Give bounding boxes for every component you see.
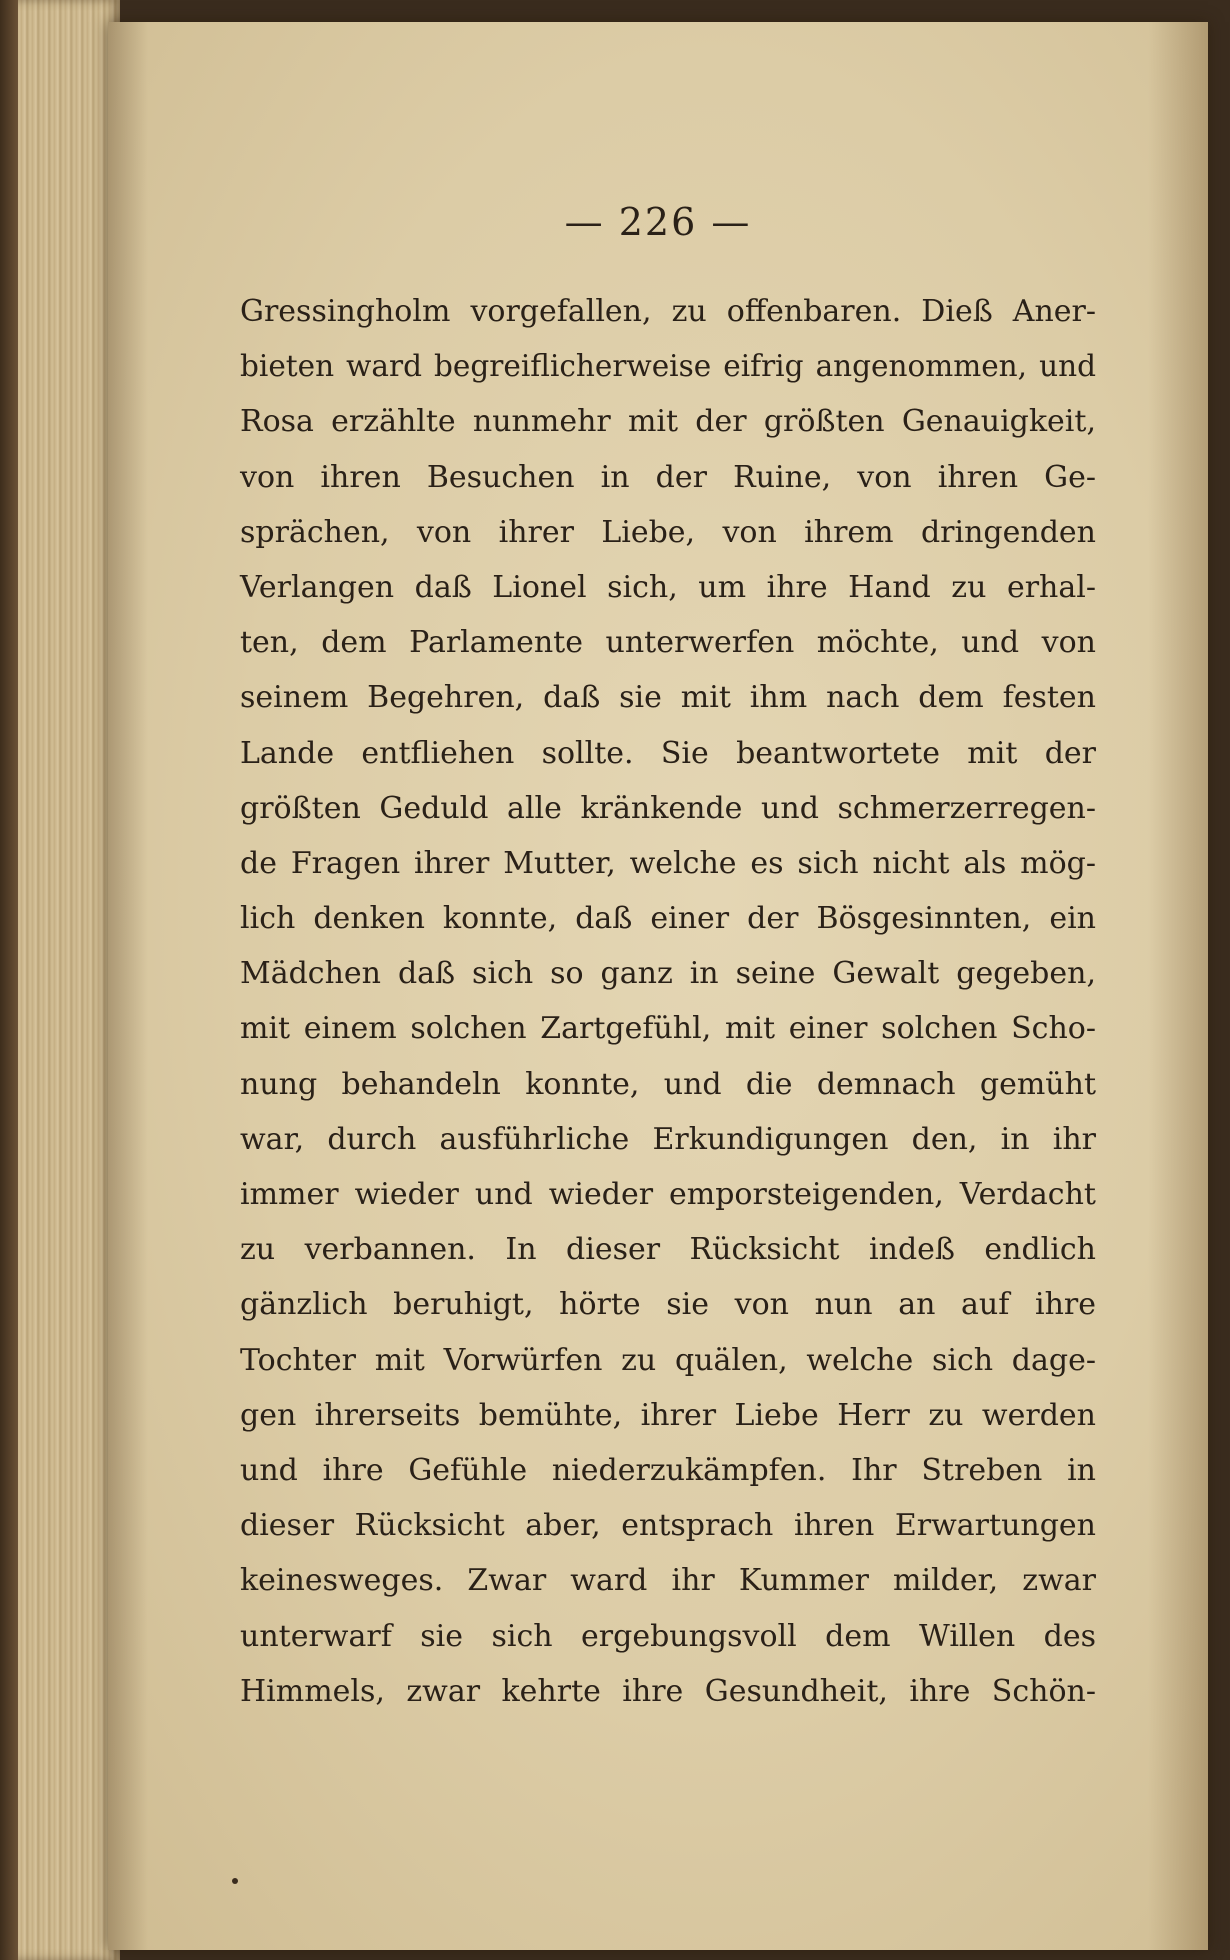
text-line: von ihren Besuchen in der Ruine, von ihren Ge- bbox=[240, 459, 1096, 495]
text-line: keinesweges. Zwar ward ihr Kummer milder, zwar bbox=[240, 1563, 1096, 1599]
text-line: immer wieder und wieder emporsteigenden, Verdacht bbox=[240, 1177, 1096, 1212]
text-line: unterwarf sie sich ergebungsvoll dem Willen des bbox=[240, 1618, 1096, 1654]
text-line: de Fragen ihrer Mutter, welche es sich nicht als mög- bbox=[240, 845, 1096, 881]
text-line: dieser Rücksicht aber, entsprach ihren Erwartungen bbox=[240, 1508, 1096, 1544]
page-sheet bbox=[108, 22, 1208, 1950]
text-line: Verlangen daß Lionel sich, um ihre Hand zu erhal- bbox=[240, 569, 1096, 605]
text-line: nung behandeln konnte, und die demnach gemüht bbox=[240, 1066, 1096, 1102]
text-line: Himmels, zwar kehrte ihre Gesundheit, ihre Schön- bbox=[240, 1673, 1096, 1709]
text-line: Lande entfliehen sollte. Sie beantwortete mit der bbox=[240, 735, 1096, 771]
body-text bbox=[240, 284, 1096, 1719]
text-line: und ihre Gefühle niederzukämpfen. Ihr Streben in bbox=[240, 1452, 1096, 1488]
text-line: gen ihrerseits bemühte, ihrer Liebe Herr zu werden bbox=[240, 1397, 1096, 1433]
text-line: gänzlich beruhigt, hörte sie von nun an auf ihre bbox=[240, 1287, 1096, 1323]
ink-dot-mark bbox=[232, 1878, 238, 1884]
text-line: sprächen, von ihrer Liebe, von ihrem dringenden bbox=[240, 514, 1096, 550]
text-line: Rosa erzählte nunmehr mit der größten Genauigkeit, bbox=[240, 404, 1096, 440]
text-line: größten Geduld alle kränkende und schmerzerregen- bbox=[240, 790, 1096, 826]
book-page-edges bbox=[0, 0, 120, 1960]
text-line: Mädchen daß sich so ganz in seine Gewalt gegeben, bbox=[240, 956, 1096, 992]
page-number-header: — 226 — bbox=[564, 200, 752, 244]
text-line: bieten ward begreiflicherweise eifrig angenommen, und bbox=[240, 349, 1096, 384]
text-line: Tochter mit Vorwürfen zu quälen, welche sich dage- bbox=[240, 1342, 1096, 1378]
text-line: Gressingholm vorgefallen, zu offenbaren. Dieß Aner- bbox=[240, 294, 1096, 329]
text-line: seinem Begehren, daß sie mit ihm nach dem festen bbox=[240, 680, 1096, 716]
text-line: mit einem solchen Zartgefühl, mit einer solchen Scho- bbox=[240, 1011, 1096, 1047]
text-line: zu verbannen. In dieser Rücksicht indeß endlich bbox=[240, 1232, 1096, 1268]
text-line: war, durch ausführliche Erkundigungen den, in ihr bbox=[240, 1121, 1096, 1157]
text-line: ten, dem Parlamente unterwerfen möchte, und von bbox=[240, 625, 1096, 661]
text-line: lich denken konnte, daß einer der Bösgesinnten, ein bbox=[240, 901, 1096, 937]
